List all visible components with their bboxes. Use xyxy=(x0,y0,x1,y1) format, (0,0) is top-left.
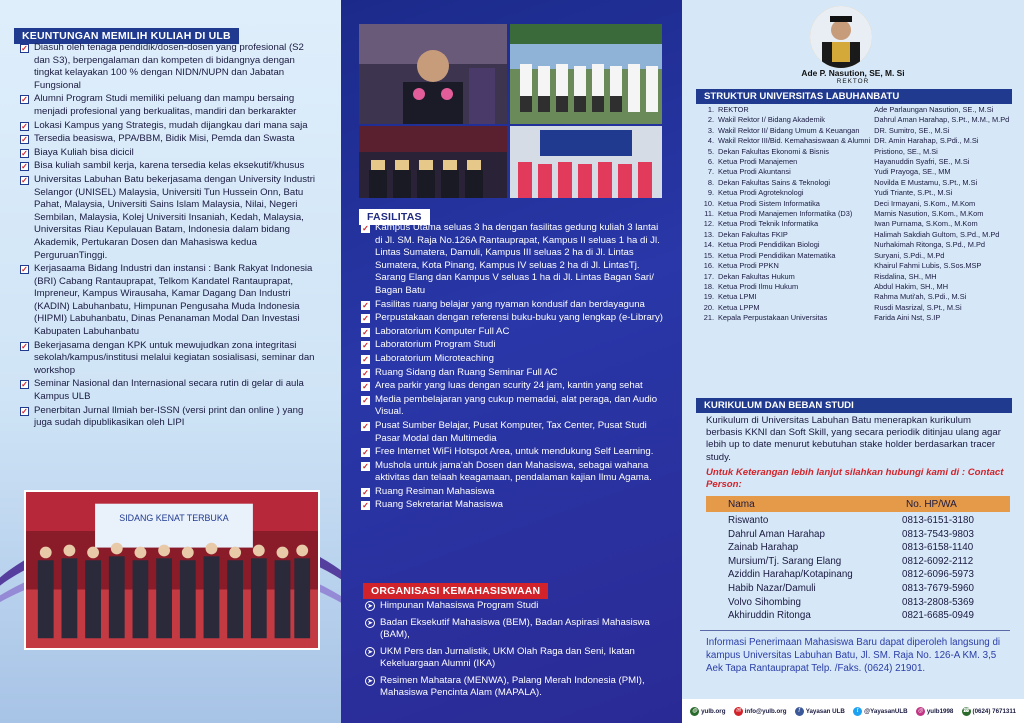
contact-phone[interactable]: 0812-6096-5973 xyxy=(902,569,974,581)
checkbox-icon: ✓ xyxy=(21,175,28,185)
keuntungan-item: ✓ Alumni Program Studi memiliki peluang dan mampu bersaing menjadi profesional yang berkualitas, mandiri dan berkarakter xyxy=(21,93,297,117)
fasilitas-item: ✓ Ruang Sekretariat Mahasiswa xyxy=(362,499,503,511)
struktur-no: 12. xyxy=(703,219,714,229)
struktur-name: Novilda E Mustamu, S.Pt., M.Si xyxy=(874,177,978,187)
keuntungan-item: ✓ Diasuh oleh tenaga pendidik/dosen-dosen yang profesional (S2 dan S3), berpengalaman dan kompeten di bidangnya dengan tingkat kelayakan 100 % dengan NIDN/NUPN dan Jabatan Fungsional xyxy=(21,42,304,91)
struktur-name: Abdul Hakim, SH., MH xyxy=(874,281,949,291)
arrow-icon: ➤ xyxy=(365,647,375,657)
checkbox-icon: ✓ xyxy=(21,341,28,351)
struktur-no: 18. xyxy=(703,281,714,291)
struktur-name: Yudi Prayoga, SE., MM xyxy=(874,167,951,177)
struktur-row xyxy=(698,292,1016,302)
organisasi-list xyxy=(365,600,665,704)
struktur-position: Ketua Prodi Manajemen Informatika (D3) xyxy=(718,209,853,219)
struktur-row xyxy=(698,272,1016,282)
banner-text: SIDANG KENAT TERBUKA xyxy=(119,513,229,524)
struktur-position: Ketua Prodi Ilmu Hukum xyxy=(718,281,799,291)
struktur-no: 2. xyxy=(707,115,714,125)
checkbox-icon: ✓ xyxy=(362,395,369,405)
organisasi-item: ➤ Resimen Mahatara (MENWA), Palang Merah Indonesia (PMI), Mahasiswa Pencinta Alam (MAPALA). xyxy=(365,675,665,700)
contact-header-phone: No. HP/WA xyxy=(906,498,957,510)
struktur-row xyxy=(698,199,1016,209)
fasilitas-item: ✓ Ruang Sidang dan Ruang Seminar Full AC xyxy=(362,366,558,378)
checkbox-icon: ✓ xyxy=(362,461,369,471)
facebook-icon: f xyxy=(795,707,804,716)
struktur-row xyxy=(698,209,1016,219)
fasilitas-item: ✓ Pusat Sumber Belajar, Pusat Komputer, Tax Center, Pusat Studi Pasar Modal dan Multimedia xyxy=(362,419,647,444)
struktur-table xyxy=(698,105,1016,324)
contact-phone[interactable]: 0813-6151-3180 xyxy=(902,515,974,526)
struktur-no: 13. xyxy=(703,229,714,239)
struktur-position: Ketua Prodi Agroteknologi xyxy=(718,188,804,198)
footer-instagram[interactable]: ◎ yulb1998 xyxy=(917,707,954,715)
struktur-name: Rahma Muti'ah, S.Pdi., M.Si xyxy=(874,292,967,302)
struktur-position: Dekan Fakultas Sains & Teknologi xyxy=(718,177,831,187)
struktur-row xyxy=(698,303,1016,313)
keuntungan-item: ✓ Penerbitan Jurnal Ilmiah ber-ISSN (versi print dan online ) yang juga sudah dipublikasikan oleh LIPI xyxy=(21,404,304,429)
column-fasilitas xyxy=(341,0,682,723)
rektor-name: Ade P. Nasution, SE, M. Si xyxy=(801,68,905,78)
contact-phone[interactable]: 0813-7543-9803 xyxy=(902,528,974,540)
fasilitas-item: ✓ Fasilitas ruang belajar yang nyaman kondusif dan berdayaguna xyxy=(362,298,645,310)
fasilitas-item: ✓ Area parkir yang luas dengan scurity 24 jam, kantin yang sehat xyxy=(362,380,643,392)
struktur-row xyxy=(698,282,1016,292)
checkbox-icon: ✓ xyxy=(362,300,369,310)
struktur-position: Ketua Prodi Teknik Informatika xyxy=(718,219,819,229)
checkbox-icon: ✓ xyxy=(21,44,28,53)
struktur-no: 15. xyxy=(703,250,714,260)
struktur-position: Ketua LPMI xyxy=(718,292,757,302)
contact-name: Dahrul Aman Harahap xyxy=(728,528,825,540)
struktur-position: Ketua Prodi Manajemen xyxy=(718,157,798,167)
contact-phone[interactable]: 0812-6092-2112 xyxy=(902,555,974,567)
kurikulum-text: Kurikulum di Universitas Labuhan Batu menerapkan kurikulum berbasis KKNI dan Soft Skill, yang secara periodik ditinjau ulang agar lebih up to date menurut kebutuhan stake holder berdasarkan tracer study. xyxy=(706,415,1001,463)
struktur-name: Yudi Triante, S.Pt., M.Si xyxy=(874,188,953,198)
checkbox-icon: ✓ xyxy=(362,354,369,364)
instagram-icon: ◎ xyxy=(917,707,923,714)
struktur-no: 1. xyxy=(707,105,714,114)
struktur-row xyxy=(698,157,1016,167)
contact-table-wrap xyxy=(706,496,1010,623)
struktur-name: Farida Aini Nst, S.IP xyxy=(874,313,941,323)
fasilitas-item: ✓ Ruang Resiman Mahasiswa xyxy=(362,485,495,497)
struktur-row xyxy=(698,136,1016,146)
checkbox-icon: ✓ xyxy=(21,162,28,172)
twitter-icon: t xyxy=(853,707,862,716)
contact-row xyxy=(706,514,1010,528)
info-text: Informasi Penerimaan Mahasiswa Baru dapat diperoleh langsung di kampus Universitas Labuhan Batu, Jl. SM. Raja No. 126-A KM. 3,5 Aek Tapa Rantauprapat Telp. /Faks. (0624) 21901. xyxy=(706,637,1001,675)
struktur-name: Halimah Sakdiah Gultom, S.Pd., M.Pd xyxy=(874,229,1000,239)
contact-name: Volvo Sihombing xyxy=(728,596,801,608)
struktur-position: Dekan Fakultas Ekonomi & Bisnis xyxy=(718,146,829,156)
struktur-row xyxy=(698,115,1016,125)
struktur-no: 17. xyxy=(703,271,714,281)
contact-name: Habib Nazar/Damuli xyxy=(728,582,816,594)
checkbox-icon: ✓ xyxy=(362,327,369,337)
checkbox-icon: ✓ xyxy=(362,448,369,458)
struktur-position: Kepala Perpustakaan Universitas xyxy=(718,313,828,323)
keuntungan-list xyxy=(20,42,320,431)
struktur-header: STRUKTUR UNIVERSITAS LABUHANBATU xyxy=(696,89,1012,104)
checkbox-icon: ✓ xyxy=(362,421,369,431)
struktur-position: Wakil Rektor I/ Bidang Akademik xyxy=(718,115,825,125)
keuntungan-item: ✓ Kerjasaama Bidang Industri dan instansi : Bank Rakyat Indonesia (BRI) Cabang Rantauprapat, Telkom Kandatel Rantauprapat, Impreneur, Kampus Wirausaha, Kamar Dagang Dan Industri (KADIN) Labuhanbatu, Himpunan Pengusaha Muda Indonesia (HIPMI) Labuhanbatu, Dinas Penanaman Modal Dan Investasi Kabupaten Labuhanbatu xyxy=(21,263,313,338)
struktur-name: Rusdi Masrizal, S.Pt., M.Si xyxy=(874,302,962,312)
struktur-row xyxy=(698,126,1016,136)
checkbox-icon: ✓ xyxy=(21,380,28,390)
contact-row xyxy=(706,609,1010,623)
checkbox-icon: ✓ xyxy=(21,265,28,275)
arrow-icon: ➤ xyxy=(365,676,375,686)
fasilitas-item: ✓ Kampus Utama seluas 3 ha dengan fasilitas gedung kuliah 3 lantai di Jl. SM. Raja No.126A Rantauprapat, Kampus II seluas 1 ha di Jl. Lintas Sumatera, Damuli, Kampus III seluas 2 ha di Jl. Lintas Sumatera, Kota Pinang, Kampus IV seluas 2 ha di Jl. LintasTj. Sarang Elang dan Kampus V seluas 1 ha di Jl. Lintas Bagan Sari/ Bagan Batu xyxy=(362,222,660,296)
struktur-no: 20. xyxy=(703,302,714,312)
checkbox-icon: ✓ xyxy=(362,382,369,392)
struktur-no: 19. xyxy=(703,292,714,302)
struktur-position: Ketua Prodi Akuntansi xyxy=(718,167,791,177)
keuntungan-item: ✓ Lokasi Kampus yang Strategis, mudah dijangkau dari mana saja xyxy=(21,119,308,131)
struktur-row xyxy=(698,105,1016,115)
struktur-name: DR. Sumitro, SE., M.Si xyxy=(874,125,950,135)
contact-phone[interactable]: 0813-6158-1140 xyxy=(902,542,974,554)
fasilitas-item: ✓ Laboratorium Program Studi xyxy=(362,339,496,351)
footer-facebook[interactable]: f Yayasan ULB xyxy=(795,707,845,716)
struktur-no: 4. xyxy=(707,136,714,146)
fasilitas-list xyxy=(361,222,665,513)
checkbox-icon: ✓ xyxy=(362,368,369,378)
struktur-no: 8. xyxy=(707,177,714,187)
contact-phone[interactable]: 0813-2808-5369 xyxy=(902,596,974,608)
contact-row xyxy=(706,568,1010,582)
contact-note: Untuk Keterangan lebih lanjut silahkan hubungi kami di : Contact Person: xyxy=(706,467,1004,491)
struktur-row xyxy=(698,251,1016,261)
column-keuntungan xyxy=(0,0,341,723)
arrow-icon: ➤ xyxy=(365,601,375,611)
organisasi-item: ➤ UKM Pers dan Jurnalistik, UKM Olah Raga dan Seni, Ikatan Kekeluargaan Alumni (IKA) xyxy=(365,646,665,671)
checkbox-icon: ✓ xyxy=(21,148,28,158)
struktur-row xyxy=(698,240,1016,250)
contact-name: Akhiruddin Ritonga xyxy=(728,610,811,622)
contact-name: Aziddin Harahap/Kotapinang xyxy=(728,569,853,581)
struktur-name: Iwan Purnama, S.Kom., M.Kom xyxy=(874,219,978,229)
struktur-position: REKTOR xyxy=(718,105,749,114)
ceremony-photo xyxy=(24,490,320,650)
organisasi-header: ORGANISASI KEMAHASISWAAN xyxy=(363,581,548,599)
fasilitas-item: ✓ Perpustakaan dengan referensi buku-buku yang lengkap (e-Library) xyxy=(362,312,663,324)
struktur-row xyxy=(698,188,1016,198)
struktur-position: Ketua Prodi Pendidikan Biologi xyxy=(718,240,820,250)
checkbox-icon: ✓ xyxy=(21,135,28,145)
struktur-no: 16. xyxy=(703,261,714,271)
struktur-position: Wakil Rektor II/ Bidang Umum & Keuangan xyxy=(718,125,860,135)
struktur-no: 5. xyxy=(707,146,714,156)
struktur-name: Suryani, S.Pdi., M.Pd xyxy=(874,250,945,260)
contact-name: Mursium/Tj. Sarang Elang xyxy=(728,555,842,567)
struktur-no: 21. xyxy=(703,313,714,323)
struktur-row xyxy=(698,230,1016,240)
checkbox-icon: ✓ xyxy=(21,95,28,105)
organisasi-item: ➤ Badan Eksekutif Mahasiswa (BEM), Badan Aspirasi Mahasiswa (BAM), xyxy=(365,617,665,642)
contact-row xyxy=(706,582,1010,596)
struktur-name: Ade Parlaungan Nasution, SE., M.Si xyxy=(874,105,994,114)
contact-table-header xyxy=(706,496,1010,512)
struktur-position: Dekan Fakultas Hukum xyxy=(718,271,795,281)
footer-email[interactable]: ✉ info@yulb.org xyxy=(735,707,787,715)
struktur-row xyxy=(698,313,1016,323)
struktur-position: Wakil Rektor III/Bid. Kemahasiswaan & Alumni xyxy=(718,136,871,146)
fasilitas-header: FASILITAS xyxy=(359,207,430,225)
arrow-icon: ➤ xyxy=(365,618,375,628)
struktur-no: 7. xyxy=(707,167,714,177)
struktur-position: Ketua Prodi PPKN xyxy=(718,261,779,271)
struktur-position: Dekan Fakultas FKIP xyxy=(718,229,788,239)
footer-phone[interactable]: ☎ (0624) 7671311 xyxy=(962,707,1016,715)
struktur-no: 14. xyxy=(703,240,714,250)
contact-phone[interactable]: 0821-6685-0949 xyxy=(902,610,974,622)
fasilitas-item: ✓ Media pembelajaran yang cukup memadai, alat peraga, dan Audio Visual. xyxy=(362,393,658,418)
photo-seminar xyxy=(510,126,662,198)
struktur-name: DR. Amin Harahap, S.Pdi., M.Si xyxy=(874,136,979,146)
struktur-name: Nurhakimah Ritonga, S.Pd., M.Pd xyxy=(874,240,986,250)
contact-row xyxy=(706,528,1010,542)
contact-row xyxy=(706,541,1010,555)
rektor-photo xyxy=(810,6,872,68)
struktur-position: Ketua Prodi Sistem Informatika xyxy=(718,198,820,208)
struktur-name: Khairul Fahmi Lubis, S.Sos.MSP xyxy=(874,261,982,271)
fasilitas-item: ✓ Free Internet WiFi Hotspot Area, untuk mendukung Self Learning. xyxy=(362,446,654,458)
struktur-name: Dahrul Aman Harahap, S.Pt., M.M., M.Pd xyxy=(874,115,1010,125)
organisasi-item: ➤ Himpunan Mahasiswa Program Studi xyxy=(365,600,665,613)
struktur-position: Ketua Prodi Pendidikan Matematika xyxy=(718,250,836,260)
keuntungan-header: KEUNTUNGAN MEMILIH KULIAH DI ULB xyxy=(14,26,239,44)
fasilitas-item: ✓ Laboratorium Komputer Full AC xyxy=(362,325,510,337)
checkbox-icon: ✓ xyxy=(362,341,369,351)
struktur-name: Pristiono, SE., M.Si xyxy=(874,146,938,156)
rektor-title: REKTOR xyxy=(836,78,870,85)
keuntungan-item: ✓ Biaya Kuliah bisa dicicil xyxy=(21,146,134,158)
footer-web[interactable]: ◍ yulb.org xyxy=(691,707,726,715)
struktur-row xyxy=(698,178,1016,188)
checkbox-icon: ✓ xyxy=(362,501,369,511)
struktur-no: 10. xyxy=(703,198,714,208)
social-footer xyxy=(682,699,1024,723)
contact-row xyxy=(706,555,1010,569)
struktur-no: 9. xyxy=(707,188,714,198)
struktur-row xyxy=(698,147,1016,157)
contact-table xyxy=(706,514,1010,623)
divider xyxy=(700,630,1010,631)
photo-awards xyxy=(359,126,507,198)
contact-name: Riswanto xyxy=(728,515,769,526)
struktur-no: 3. xyxy=(707,125,714,135)
fasilitas-item: ✓ Laboratorium Microteaching xyxy=(362,352,494,364)
keuntungan-item: ✓ Tersedia beasiswa, PPA/BBM, Bidik Misi, Pemda dan Swasta xyxy=(21,133,295,145)
contact-phone[interactable]: 0813-7679-5960 xyxy=(902,582,974,594)
globe-icon: ◍ xyxy=(691,707,698,714)
keuntungan-item: ✓ Seminar Nasional dan Internasional secara rutin di gelar di aula Kampus ULB xyxy=(21,378,304,403)
footer-twitter[interactable]: t @YayasanULB xyxy=(853,707,908,716)
phone-icon: ☎ xyxy=(962,707,970,714)
struktur-no: 6. xyxy=(707,157,714,167)
contact-row xyxy=(706,596,1010,610)
struktur-name: Risdalina, SH., MH xyxy=(874,271,937,281)
photo-speaker xyxy=(359,24,507,124)
checkbox-icon: ✓ xyxy=(362,314,369,324)
struktur-position: Ketua LPPM xyxy=(718,302,760,312)
checkbox-icon: ✓ xyxy=(21,406,28,416)
photo-graduates xyxy=(510,24,662,124)
struktur-row xyxy=(698,167,1016,177)
checkbox-icon: ✓ xyxy=(362,487,369,497)
struktur-name: Deci Irmayani, S.Kom., M.Kom xyxy=(874,198,976,208)
struktur-row xyxy=(698,261,1016,271)
struktur-no: 11. xyxy=(704,209,714,219)
contact-header-name: Nama xyxy=(728,498,755,510)
column-struktur xyxy=(682,0,1024,723)
mail-icon: ✉ xyxy=(735,707,741,714)
fasilitas-item: ✓ Mushola untuk jama'ah Dosen dan Mahasiswa, sebagai wahana aktivitas dan telaah keagamaan, pendalaman kajian Ilmu Agama. xyxy=(362,459,652,484)
checkbox-icon: ✓ xyxy=(21,121,28,131)
struktur-row xyxy=(698,219,1016,229)
keuntungan-item: ✓ Bekerjasama dengan KPK untuk mewujudkan zona integritasi sekolah/kampus/institusi melalui kegiatan sosialisasi, seminar dan workshop xyxy=(21,339,315,376)
struktur-name: Marnis Nasution, S.Kom., M.Kom xyxy=(874,209,984,219)
keuntungan-item: ✓ Universitas Labuhan Batu bekerjasama dengan University Industri Selangor (UNISEL) Malaysia, Universiti Tun Hussein Onn, Batu Pahat, Malaysia, Universiti Sains Islam Malaysia, Nilai, Negeri Sembilan, Malaysia, Kolej Universiti Insaniah, Kedah, Malaysia, Universitas Riau Kepulauan Batam, Indonesia dalam bidang Akademik, Pertukaran Dosen dan Mahasiswa kedua PerguruanTinggi. xyxy=(21,173,316,261)
struktur-table-wrap xyxy=(698,105,1016,324)
struktur-name: Hayanuddin Syafri, SE., M.Si xyxy=(874,157,970,167)
kurikulum-header: KURIKULUM DAN BEBAN STUDI xyxy=(696,398,1012,413)
checkbox-icon: ✓ xyxy=(362,224,369,233)
contact-name: Zainab Harahap xyxy=(728,542,799,554)
keuntungan-item: ✓ Bisa kuliah sambil kerja, karena tersedia kelas eksekutif/khusus xyxy=(21,160,305,172)
